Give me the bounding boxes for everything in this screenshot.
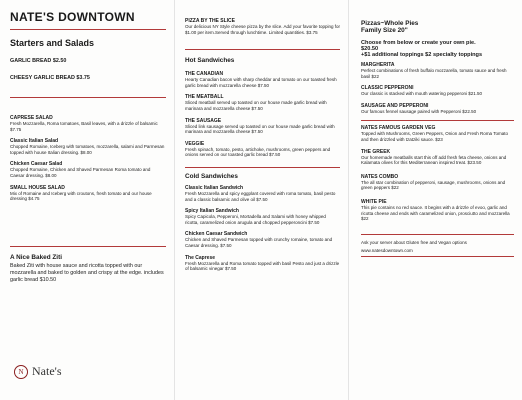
nates-combo-desc: The all star combination of pepperoni, sausage, mushrooms, onions and green peppers $22 [361,179,506,191]
sausage-pepperoni-desc: Our famous fennel sausage paired with Pepperoni $22.50 [361,108,477,114]
create-your-own-text: Choose from below or create your own pie. [361,40,476,46]
margherita-desc: Perfect combinations of fresh buffalo mozzarella, tomato sauce and fresh basil $22 [361,68,507,79]
spicy-italian-sandwich-desc: Spicy Capicola, Pepperoni, Mortadella and Salami with honey whipped ricotta, caramelized onion arugula and chopped pepperoncini $7.50 [185,214,326,225]
caesar-salad-name: Chicken Caesar Salad [10,161,63,168]
classic-italian-sandwich-name: Classic Italian Sandwich [185,184,244,191]
divider [361,256,514,257]
caprese-sandwich-desc: Fresh Mozzarella and Roma tomato topped with basil Pesto and just a drizzle of balsamic vinegar $7.50 [185,260,340,272]
menu-column-left [0,0,174,400]
baked-ziti-heading: A Nice Baked Ziti [10,253,62,261]
classic-italian-sandwich-desc: Fresh Mozzarella and spicy eggplant covered with roma tomato, basil pesto and a classic balsamic and olive oil $7.50 [185,190,336,202]
website-link[interactable]: www.natesdowntown.com [361,248,413,254]
restaurant-logo [14,364,61,379]
canadian-name: THE CANADIAN [185,71,224,78]
caesar-salad-desc: Chopped Romaine, Chicken and Shaved Parmesan Roma tomato and Caesar dressing. $8.00 [10,167,151,178]
menu-column-right [348,0,522,400]
logo-text: Nate's [32,364,62,378]
spicy-italian-sandwich-name: Spicy Italian Sandwich [185,208,239,215]
italian-salad-name: Classic Italian Salad [10,138,59,145]
family-size-heading: Family Size 20" [361,27,408,34]
divider [10,29,166,30]
baked-ziti-desc: Baked Ziti with house sauce and ricotta topped with our mozzarella and baked to golden and crispy at the edge. includes garlic bread $10.50 [10,262,164,284]
sausage-desc: Sliced link sausage served up toasted on our house made garlic bread with marinara and mozzarella cheese $7.50 [185,123,335,135]
sausage-pepperoni-name: SAUSAGE AND PEPPERONI [361,102,429,109]
sausage-name: THE SAUSAGE [185,117,222,124]
divider [10,97,166,98]
pizza-slice-name: PIZZA BY THE SLICE [185,18,236,24]
chicken-caesar-sandwich-desc: Chicken and Shaved Parmesan topped with crunchy romaine, tomato and Caesar dressing. $7.50 [185,237,333,248]
greek-name: THE GREEK [361,148,391,155]
divider [185,167,340,168]
pizza-slice-desc: Our delicious NY Style cheese pizza by the slice. Add your favorite topping for $1.00 per item.Served through lunchtime. Limited quantities. $3.75 [185,24,340,35]
margherita-name: MARGHERITA [361,62,395,68]
hot-sandwiches-heading: Hot Sandwiches [185,57,235,65]
meatball-desc: Sliced meatball served up toasted on our house made garlic bread with marinara and mozzarella cheese $7.50 [185,100,327,111]
cold-sandwiches-heading: Cold Sandwiches [185,172,238,180]
divider [361,234,514,235]
caprese-sandwich-name: The Caprese [185,254,216,261]
caprese-salad-desc: Fresh Mozzarella, Roma tomatoes, Basil leaves, with a drizzle of balsamic $7.75 [10,121,158,132]
toppings-pricing: +$1 additional toppings $2 specialty toppings [361,52,483,58]
cheesy-garlic-bread-item: CHEESY GARLIC BREAD $3.75 [10,75,90,81]
divider [10,246,166,247]
dietary-note: Ask your server about Gluten free and Vegan options [361,239,467,245]
white-pie-desc: This pie contains no red sauce. It begins with a drizzle of evoo, garlic and ricotta cheese and ends with caramelized onion, prosciutto and mozzarella $22 [361,204,510,222]
starters-heading: Starters and Salads [10,38,95,48]
pepperoni-name: CLASSIC PEPPERONI [361,85,414,92]
nates-combo-name: NATES COMBO [361,173,399,180]
whole-pies-heading: Pizzas~Whole Pies [361,20,419,27]
chicken-caesar-sandwich-name: Chicken Caesar Sandwich [185,231,248,238]
greek-desc: Our homemade meatballs start this off add fresh feta cheese, onions and Kalamata olives for this Mediterranean inspired treat. $23.50 [361,154,507,166]
divider [185,49,340,50]
white-pie-name: WHITE PIE [361,198,387,205]
italian-salad-desc: Chopped Romaine, Iceberg with tomatoes, mozzarella, salami and Parmesan topped with house Italian dressing. $8.00 [10,144,165,155]
restaurant-title: NATE'S DOWNTOWN [10,10,135,24]
logo-seal-icon: N [14,365,28,379]
garden-veg-desc: Topped with Mushrooms, Green Peppers, Onion and Fresh Roma Tomato and then drizzled with tzatziki sauce. $23 [361,131,508,142]
canadian-desc: Hearty Canadian bacon with sharp cheddar and tomato on our toasted fresh garlic bread with mozzarella cheese $7.50 [185,77,337,88]
menu-column-middle [174,0,348,400]
pepperoni-desc: Our classic is stacked with mouth watering pepperoni $21.50 [361,91,483,97]
base-price: $20.50 [361,46,379,52]
meatball-name: THE MEATBALL [185,94,224,101]
house-salad-name: SMALL HOUSE SALAD [10,184,65,191]
caprese-salad-name: CAPRESE SALAD [10,115,53,121]
veggie-desc: Fresh spinach, tomato, pesto, artichoke, mushrooms, green peppers and onions served on our toasted garlic bread $7.50 [185,146,331,158]
garden-veg-name: NATES FAMOUS GARDEN VEG [361,125,436,132]
veggie-name: VEGGIE [185,140,205,147]
garlic-bread-item: GARLIC BREAD $2.50 [10,58,67,64]
house-salad-desc: Mix of Romaine and Iceberg with croutons, fresh tomato and our house dressing $4.75 [10,190,152,202]
divider [361,120,514,121]
